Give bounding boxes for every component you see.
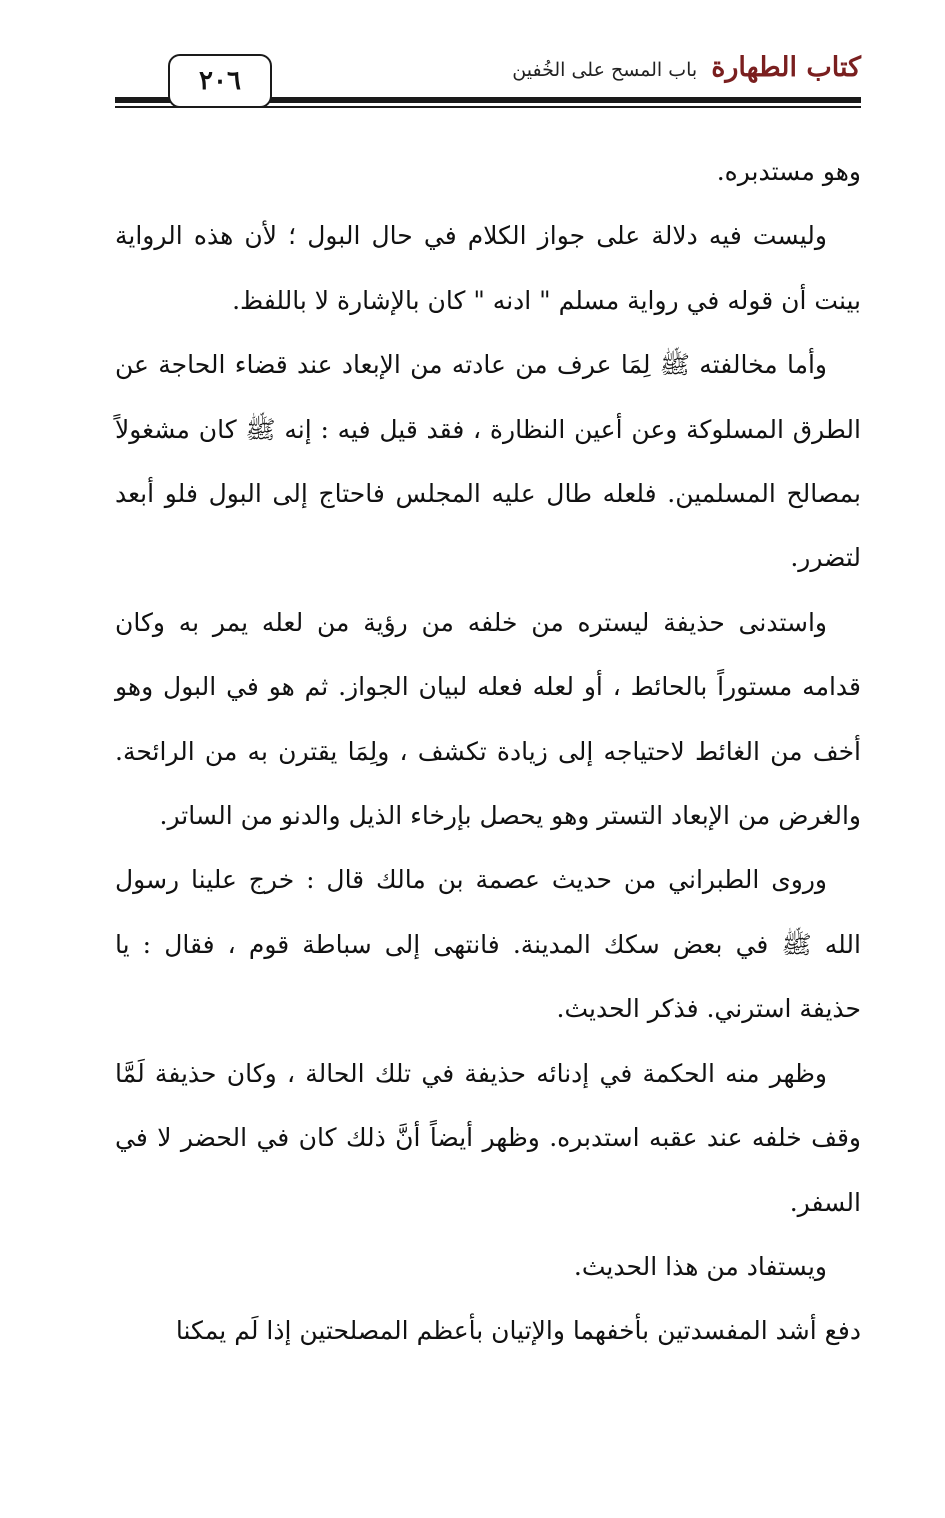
- paragraph: واستدنى حذيفة ليستره من خلفه من رؤية من لعله يمر به وكان قدامه مستوراً بالحائط ، أو لعله فعله لبيان الجواز. ثم هو في البول وهو أخف من الغائط لاحتياجه إلى زيادة تكشف ، ولِمَا يقترن به من الرائحة. والغرض من الإبعاد التستر وهو يحصل بإرخاء الذيل والدنو من الساتر.: [115, 607, 861, 831]
- page-number-box: [168, 54, 272, 108]
- paragraph: وأما مخالفته ﷺ لِمَا عرف من عادته من الإبعاد عند قضاء الحاجة عن الطرق المسلوكة وعن أعين النظارة ، فقد قيل فيه : إنه ﷺ كان مشغولاً بمصالح المسلمين. فلعله طال عليه المجلس فاحتاج إلى البول فلو أبعد لتضرر.: [115, 350, 861, 573]
- body-text: [115, 140, 861, 1364]
- chapter-title: باب المسح على الخُفين: [512, 59, 698, 81]
- paragraph: وليست فيه دلالة على جواز الكلام في حال البول ؛ لأن هذه الرواية بينت أن قوله في رواية مسلم " ادنه " كان بالإشارة لا باللفظ.: [115, 221, 861, 315]
- paragraph: وظهر منه الحكمة في إدنائه حذيفة في تلك الحالة ، وكان حذيفة لَمَّا وقف خلفه عند عقبه استدبره. وظهر أيضاً أنَّ ذلك كان في الحضر لا في السفر.: [115, 1058, 861, 1217]
- paragraph: دفع أشد المفسدتين بأخفهما والإتيان بأعظم المصلحتين إذا لَم يمكنا: [175, 1316, 861, 1346]
- book-title: كتاب الطهارة: [711, 52, 861, 83]
- paragraph: ويستفاد من هذا الحديث.: [573, 1251, 827, 1281]
- running-head: [512, 52, 861, 83]
- page-number: ٢٠٦: [199, 66, 241, 96]
- paragraph: وروى الطبراني من حديث عصمة بن مالك قال : خرج علينا رسول الله ﷺ في بعض سكك المدينة. فانتهى إلى سباطة قوم ، فقال : يا حذيفة استرني. فذكر الحديث.: [115, 865, 861, 1024]
- paragraph: وهو مستدبره.: [716, 157, 861, 186]
- page-header: [115, 48, 861, 114]
